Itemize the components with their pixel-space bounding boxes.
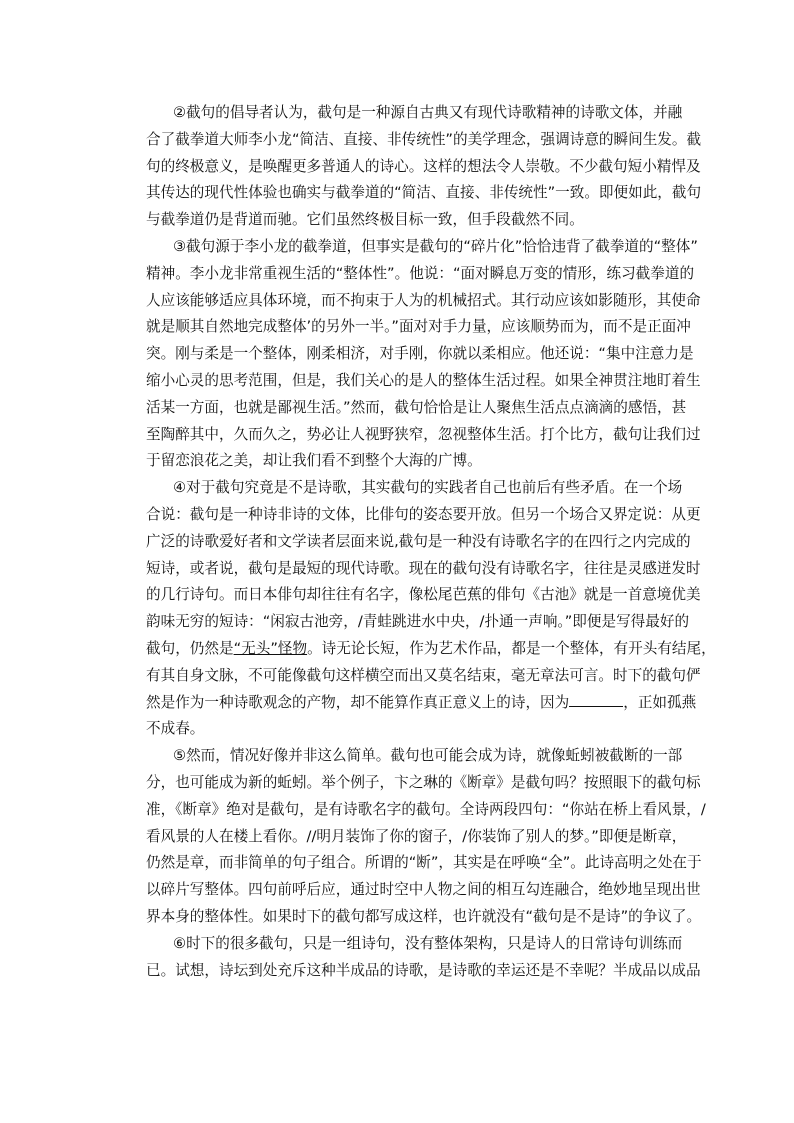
text-segment: 然是作为一种诗歌观念的产物，却不能算作真正意义上的诗，因为 <box>146 693 570 711</box>
text-line: 与截拳道仍是背道而驰。它们虽然终极目标一致，但手段截然不同。 <box>146 211 584 229</box>
text-line: 分，也可能成为新的蚯蚓。举个例子，卞之琳的《断章》是截句吗？按照眼下的截句标 <box>146 773 701 791</box>
document-page <box>146 100 716 984</box>
text-line: 短诗，或者说，截句是最短的现代诗歌。现在的截句没有诗歌名字，往往是灵感迸发时 <box>146 559 701 577</box>
text-line: ②截句的倡导者认为，截句是一种源自古典又有现代诗歌精神的诗歌文体，并融 <box>173 104 683 121</box>
paragraph-6 <box>146 931 701 985</box>
text-line: 准，《断章》绝对是截句，是有诗歌名字的截句。全诗两段四句：“你站在桥上看风景，/ <box>146 800 706 818</box>
text-line: 缩小心灵的思考范围，但是，我们关心的是人的整体生活过程。如果全神贯注地盯着生 <box>146 371 701 389</box>
text-line: 有其自身文脉，不可能像截句这样横空而出又莫名结束，毫无章法可言。时下的截句俨 <box>146 666 701 684</box>
text-line: ⑤然而，情况好像并非这么简单。截句也可能会成为诗，就像蚯蚓被截断的一部 <box>173 747 683 765</box>
text-line: 突。刚与柔是一个整体，刚柔相济，对手刚，你就以柔相应。他还说：“集中注意力是 <box>146 345 694 363</box>
text-line: 广泛的诗歌爱好者和文学读者层面来说,截句是一种没有诗歌名字的在四行之内完成的 <box>146 532 691 550</box>
text-line: ④对于截句究竟是不是诗歌，其实截句的实践者自己也前后有些矛盾。在一个场 <box>173 479 683 497</box>
text-segment: 截句，仍然是 <box>146 639 234 657</box>
text-line: ⑥时下的很多截句，只是一组诗句，没有整体架构，只是诗人的日常诗句训练而 <box>173 934 683 952</box>
text-line: 精神。李小龙非常重视生活的“整体性”。他说：“面对瞬息万变的情形，练习截拳道的 <box>146 264 695 282</box>
fill-in-blank[interactable] <box>569 692 623 707</box>
text-line: 已。试想，诗坛到处充斥这种半成品的诗歌，是诗歌的幸运还是不幸呢？半成品以成品 <box>146 961 701 979</box>
text-line: 以碎片写整体。四句前呼后应，通过时空中人物之间的相互勾连融合，绝妙地呈现出世 <box>146 881 701 899</box>
text-line: 活某一方面，也就是鄙视生活。”然而，截句恰恰是让人聚焦生活点点滴滴的感悟，甚 <box>146 398 687 416</box>
text-line: 就是顺其自然地完成整体’的另外一半。”面对对手力量，应该顺势而为，而不是正面冲 <box>146 318 691 336</box>
text-line: 至陶醉其中，久而久之，势必让人视野狭窄，忽视整体生活。打个比方，截句让我们过 <box>146 425 701 443</box>
text-line: 看风景的人在楼上看你。//明月装饰了你的窗子，/你装饰了别人的梦。”即便是断章， <box>146 827 687 845</box>
paragraph-5 <box>146 743 706 931</box>
paragraph-3 <box>146 234 701 475</box>
text-line: 其传达的现代性体验也确实与截拳道的“简洁、直接、非传统性”一致。即便如此，截句 <box>146 184 702 202</box>
text-line <box>146 690 697 717</box>
text-segment: 。诗无论长短，作为艺术作品，都是一个整体，有开头有结尾， <box>307 639 716 657</box>
text-line: 界本身的整体性。如果时下的截句都写成这样，也许就没有“截句是不是诗”的争议了。 <box>146 907 702 925</box>
text-line: 于留恋浪花之美，却让我们看不到整个大海的广博。 <box>146 452 482 470</box>
text-line: 人应该能够适应具体环境，而不拘束于人为的机械招式。其行动应该如影随形，其使命 <box>146 291 701 309</box>
text-line: ③截句源于李小龙的截拳道，但事实是截句的“碎片化”恰恰违背了截拳道的“整体” <box>173 237 698 255</box>
text-line: 句的终极意义，是唤醒更多普通人的诗心。这样的想法令人崇敬。不少截句短小精悍及 <box>146 157 701 175</box>
text-line: 合说：截句是一种诗非诗的文体，比俳句的姿态要开放。但另一个场合又界定说：从更 <box>146 505 701 523</box>
text-line: 不成春。 <box>146 720 205 738</box>
underlined-phrase: “无头”怪物 <box>233 639 308 657</box>
text-segment: ，正如孤燕 <box>623 693 697 711</box>
paragraph-2 <box>146 100 702 234</box>
text-line: 仍然是章，而非简单的句子组合。所谓的“断”，其实是在呼唤“全”。此诗高明之处在于 <box>146 854 702 872</box>
text-line: 合了截拳道大师李小龙“简洁、直接、非传统性”的美学理念，强调诗意的瞬间生发。截 <box>146 130 702 148</box>
paragraph-4 <box>146 475 716 743</box>
text-line: 的几行诗句。而日本俳句却往往有名字，像松尾芭蕉的俳句《古池》就是一首意境优美 <box>146 586 701 604</box>
text-line <box>146 636 716 663</box>
text-line: 韵味无穷的短诗：“闲寂古池旁，/青蛙跳进水中央，/扑通一声响。”即便是写得最好的 <box>146 613 690 631</box>
